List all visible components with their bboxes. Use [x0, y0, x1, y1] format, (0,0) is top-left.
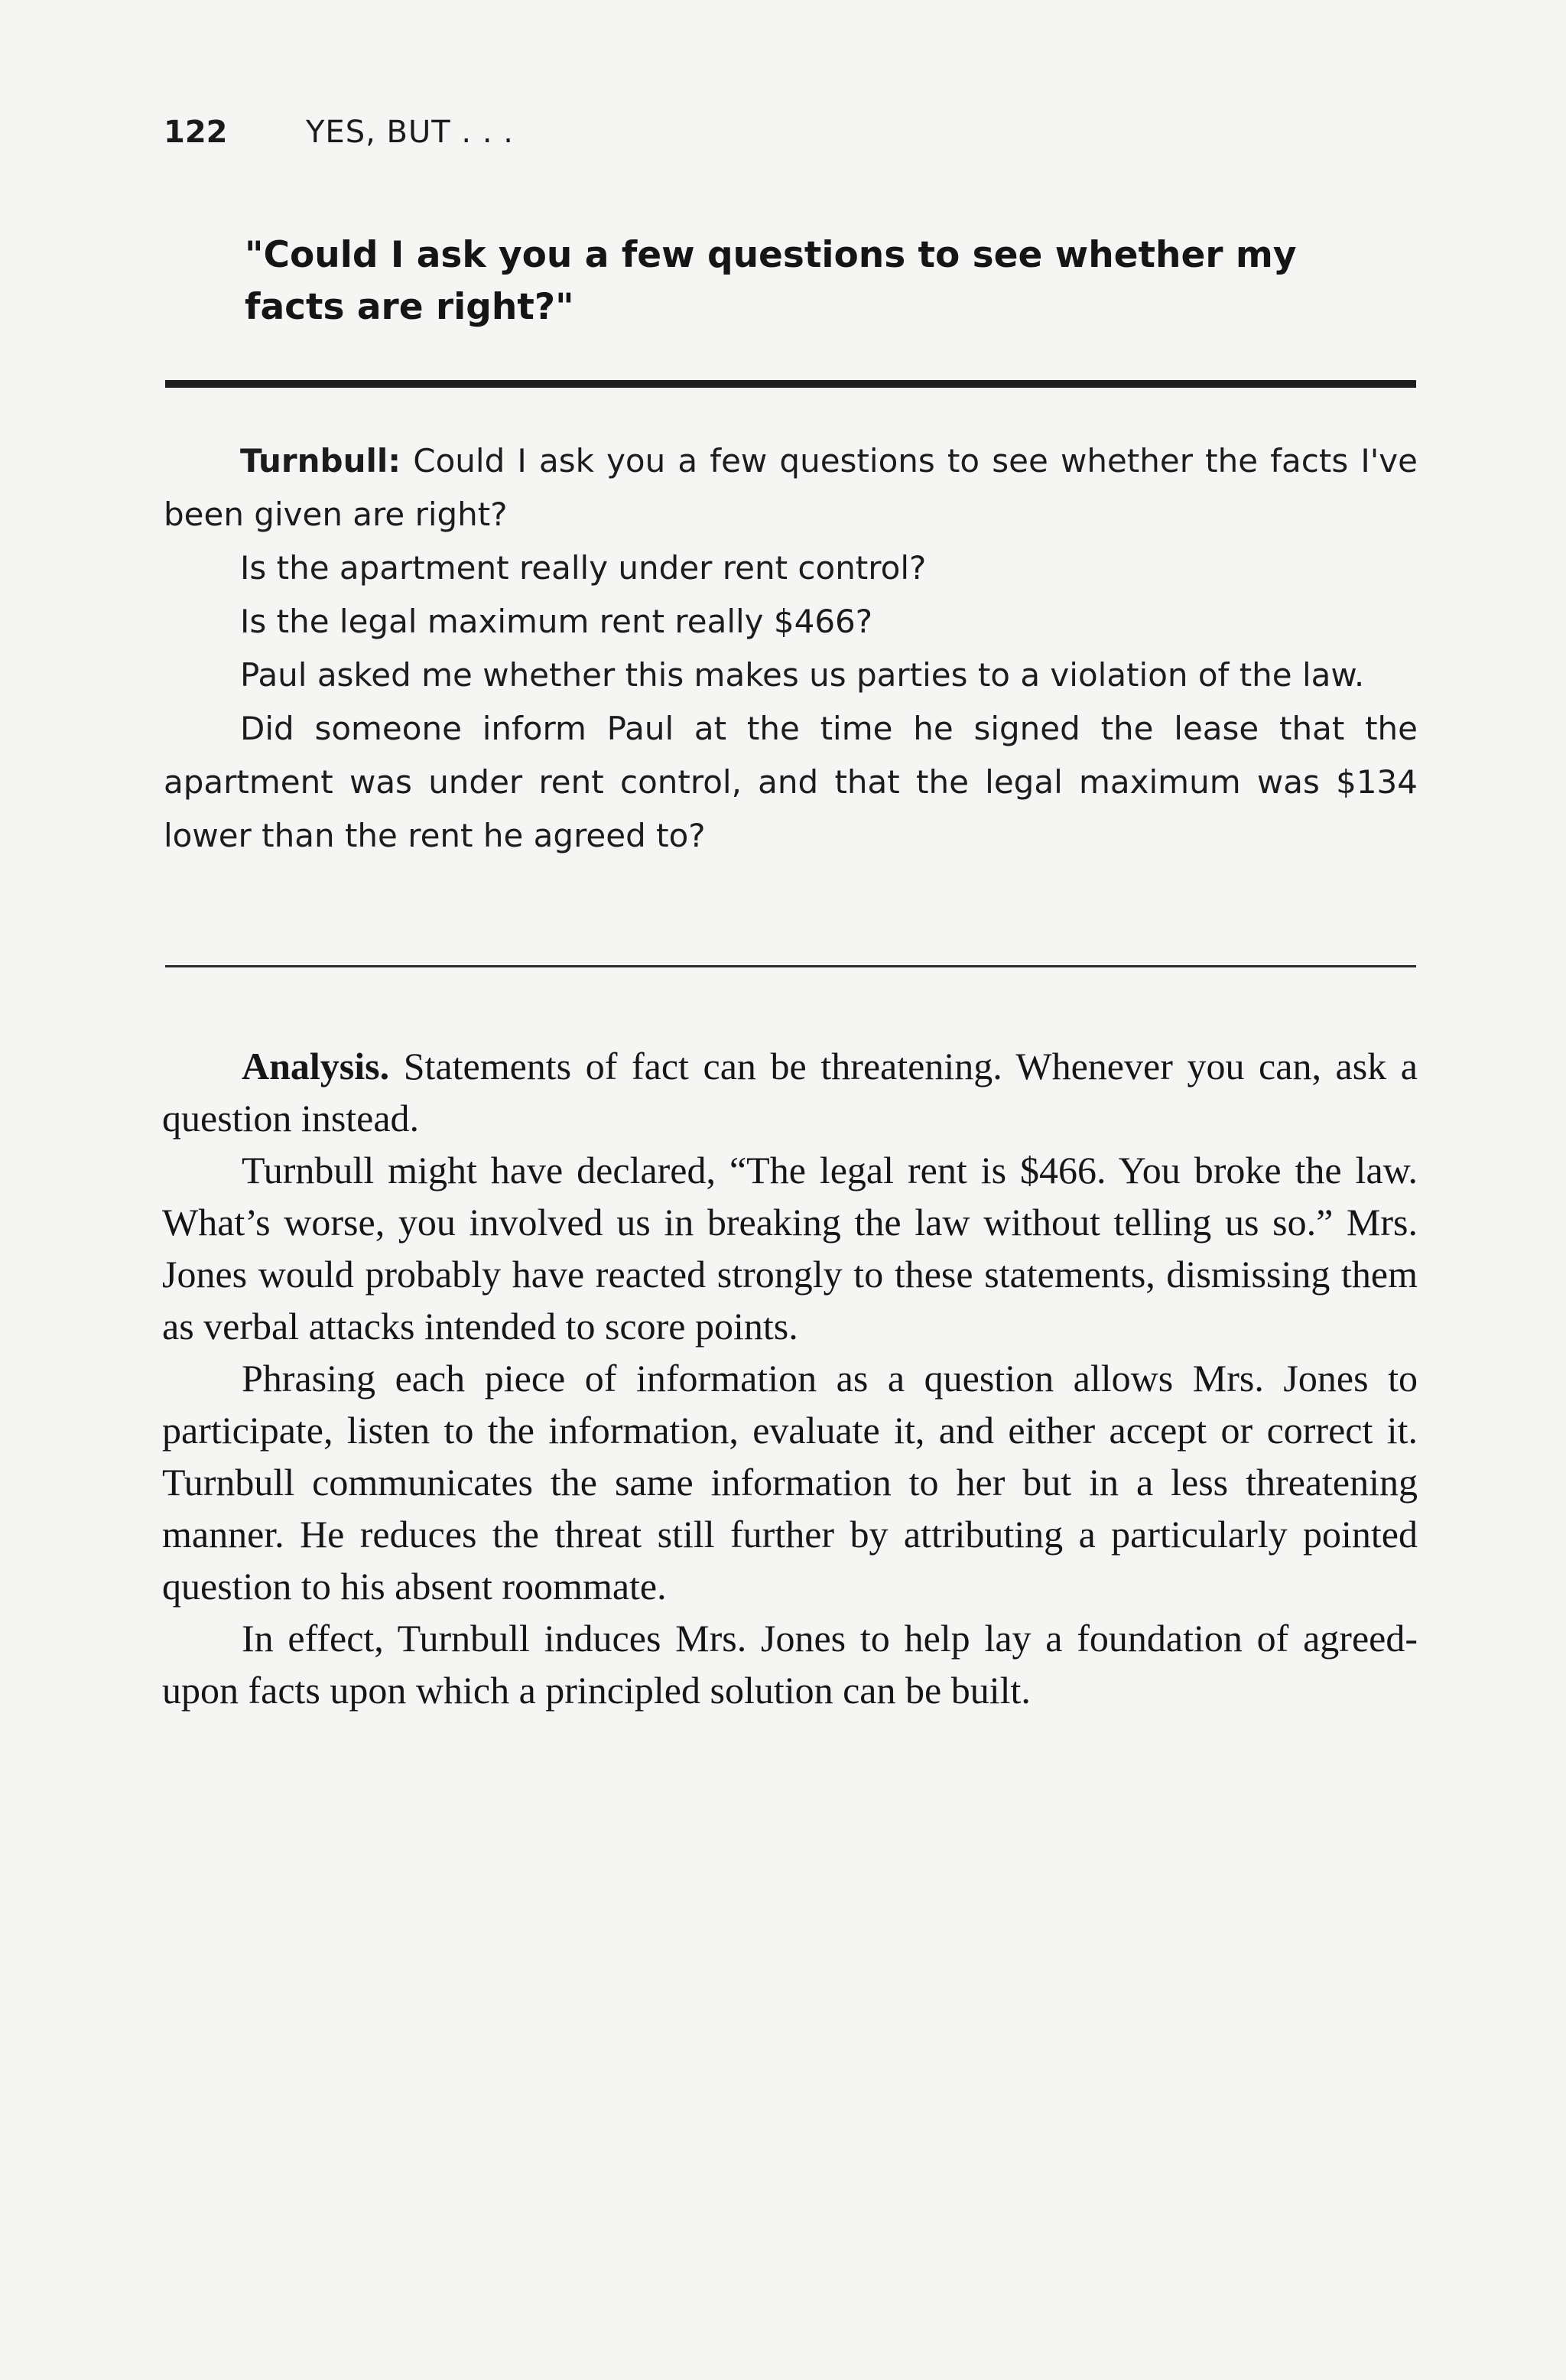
analysis-paragraph: Phrasing each piece of information as a question allows Mrs. Jones to participate, listen to the information, evaluate it, and either accept or correct it. Turnbull communicates the same information to her but in a less threatening manner. He reduces the threat still further by attributing a particularly pointed question to his absent roommate.: [162, 1357, 1418, 1608]
speaker-name: Turnbull:: [240, 442, 401, 480]
dialogue-paragraph: Is the legal maximum rent really $466?: [240, 603, 873, 640]
dialogue-paragraph: [164, 434, 1418, 541]
analysis-paragraph: [162, 1040, 1418, 1144]
dialogue-text: Could I ask you a few questions to see whether the facts I've been given are right?: [164, 442, 1418, 533]
dialogue-divider: [165, 965, 1416, 967]
analysis-text: Statements of fact can be threatening. Whenever you can, ask a question instead.: [162, 1045, 1418, 1140]
dialogue-paragraph: Did someone inform Paul at the time he signed the lease that the apartment was under rent control, and that the legal maximum was $134 lower than the rent he agreed to?: [164, 710, 1418, 854]
book-title: YES, BUT . . .: [306, 115, 514, 150]
analysis-paragraph: In effect, Turnbull induces Mrs. Jones to help lay a foundation of agreed-upon facts upon which a principled solution can be built.: [162, 1617, 1418, 1712]
dialogue-paragraph: Is the apartment really under rent control?: [240, 549, 927, 587]
dialogue-paragraph: Paul asked me whether this makes us parties to a violation of the law.: [240, 656, 1365, 694]
dialogue-block: [164, 434, 1418, 863]
analysis-paragraph: Turnbull might have declared, “The legal rent is $466. You broke the law. What’s worse, you involved us in breaking the law without telling us so.” Mrs. Jones would probably have reacted strongly to these statements, dismissing them as verbal attacks intended to score points.: [162, 1149, 1418, 1348]
analysis-label: Analysis.: [242, 1045, 390, 1088]
section-heading: "Could I ask you a few questions to see whether my facts are right?": [245, 234, 1297, 328]
running-head: [164, 115, 514, 150]
analysis-block: [162, 1040, 1418, 1716]
page-number: 122: [164, 115, 228, 150]
heading-divider: [165, 380, 1416, 388]
